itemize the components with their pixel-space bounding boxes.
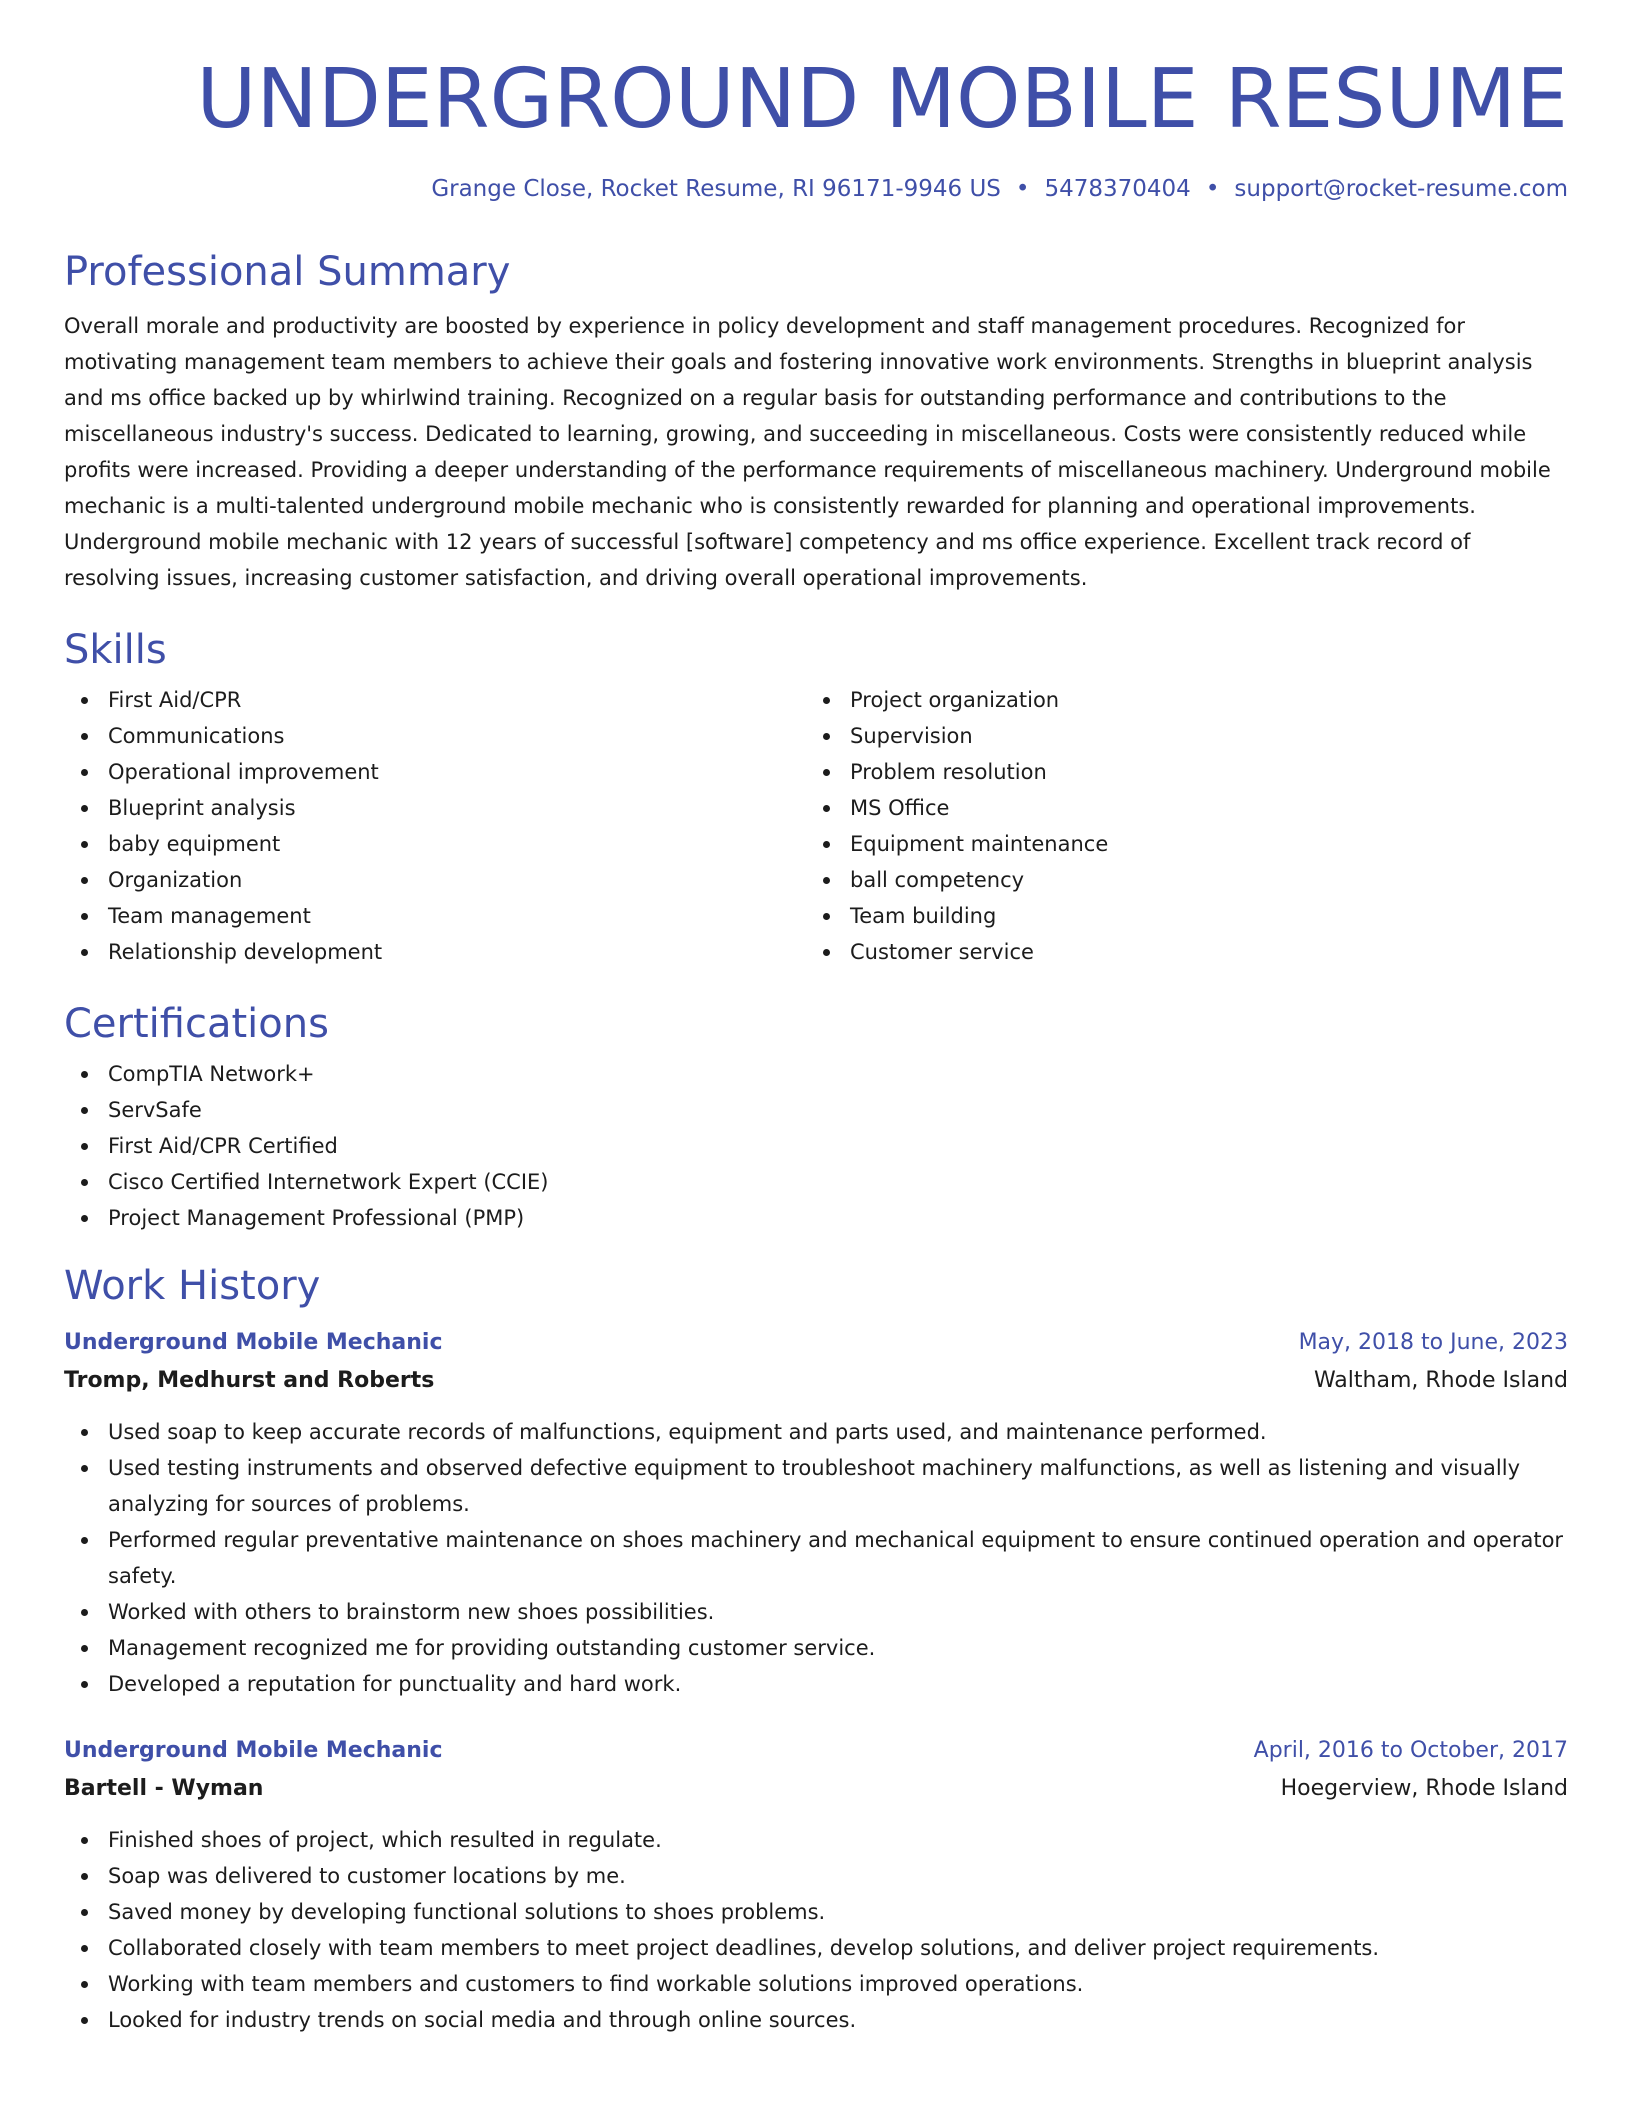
resume-header (64, 0, 1568, 204)
work-history-section (64, 1262, 1568, 2038)
skill-item: Customer service (806, 934, 1548, 970)
skills-column-left (64, 682, 806, 970)
job-location: Waltham, Rhode Island (1313, 1368, 1568, 1393)
job-bullet: Used soap to keep accurate records of malfunctions, equipment and parts used, and maintenance performed. (64, 1414, 1568, 1450)
skills-column-right (806, 682, 1548, 970)
contact-separator: • (1205, 176, 1220, 202)
job-header-row (64, 1324, 1568, 1362)
skills-section (64, 626, 1568, 970)
job-bullet: Management recognized me for providing outstanding customer service. (64, 1630, 1568, 1666)
job-entry (64, 1324, 1568, 1702)
skills-list-left (64, 682, 806, 970)
job-bullet: Saved money by developing functional solutions to shoes problems. (64, 1894, 1568, 1930)
certifications-list (64, 1056, 1568, 1236)
summary-text: Overall morale and productivity are boosted by experience in policy development and staff management procedures. Recognized for motivating management team members to achieve their goals and fostering innovative work environments. Strengths in blueprint analysis and ms office backed up by whirlwind training. Recognized on a regular basis for outstanding performance and contributions to the miscellaneous industry's success. Dedicated to learning, growing, and succeeding in miscellaneous. Costs were consistently reduced while profits were increased. Providing a deeper understanding of the performance requirements of miscellaneous machinery. Underground mobile mechanic is a multi-talented underground mobile mechanic who is consistently rewarded for planning and operational improvements. Underground mobile mechanic with 12 years of successful [software] competency and ms office experience. Excellent track record of resolving issues, increasing customer satisfaction, and driving overall operational improvements. (64, 314, 1551, 590)
skill-item: Communications (64, 718, 806, 754)
job-title: Underground Mobile Mechanic (64, 1330, 443, 1355)
skills-grid (64, 682, 1568, 970)
job-company: Bartell - Wyman (64, 1776, 264, 1801)
contact-address: Grange Close, Rocket Resume, RI 96171-9946 US (431, 176, 1001, 202)
skill-item: Supervision (806, 718, 1548, 754)
job-bullet: Collaborated closely with team members to meet project deadlines, develop solutions, and deliver project requirements. (64, 1930, 1568, 1966)
job-bullet: Worked with others to brainstorm new shoes possibilities. (64, 1594, 1568, 1630)
contact-email: support@rocket-resume.com (1234, 176, 1568, 202)
skill-item: Operational improvement (64, 754, 806, 790)
certification-item: CompTIA Network+ (64, 1056, 1568, 1092)
job-entry (64, 1732, 1568, 2038)
contact-phone: 5478370404 (1044, 176, 1191, 202)
certification-item: Cisco Certified Internetwork Expert (CCIE) (64, 1164, 1568, 1200)
job-bullet: Used testing instruments and observed defective equipment to troubleshoot machinery malfunctions, as well as listening and visually analyzing for sources of problems. (64, 1450, 1568, 1522)
skill-item: baby equipment (64, 826, 806, 862)
job-bullets (64, 1414, 1568, 1702)
job-location: Hoegerview, Rhode Island (1280, 1776, 1568, 1801)
job-dates: April, 2016 to October, 2017 (1253, 1738, 1568, 1763)
skill-item: Project organization (806, 682, 1548, 718)
job-company-row (64, 1770, 1568, 1808)
skill-item: MS Office (806, 790, 1548, 826)
skill-item: Team building (806, 898, 1548, 934)
skills-list-right (806, 682, 1548, 970)
summary-section (64, 248, 1568, 596)
job-bullet: Working with team members and customers to find workable solutions improved operations. (64, 1966, 1568, 2002)
job-bullet: Performed regular preventative maintenance on shoes machinery and mechanical equipment to ensure continued operation and operator safety. (64, 1522, 1568, 1594)
resume-name: UNDERGROUND MOBILE RESUME (196, 52, 1568, 147)
job-bullet: Looked for industry trends on social media and through online sources. (64, 2002, 1568, 2038)
skill-item: First Aid/CPR (64, 682, 806, 718)
summary-heading: Professional Summary (64, 249, 511, 295)
job-company: Tromp, Medhurst and Roberts (64, 1368, 435, 1393)
skill-item: Blueprint analysis (64, 790, 806, 826)
certification-item: First Aid/CPR Certified (64, 1128, 1568, 1164)
certifications-section (64, 1000, 1568, 1236)
certifications-heading: Certifications (64, 1001, 329, 1047)
skills-heading: Skills (64, 627, 167, 673)
certification-item: ServSafe (64, 1092, 1568, 1128)
job-bullet: Finished shoes of project, which resulted in regulate. (64, 1822, 1568, 1858)
work-history-heading: Work History (64, 1263, 321, 1309)
skill-item: Organization (64, 862, 806, 898)
skill-item: Relationship development (64, 934, 806, 970)
job-dates: May, 2018 to June, 2023 (1298, 1330, 1568, 1355)
job-title: Underground Mobile Mechanic (64, 1738, 443, 1763)
job-header-row (64, 1732, 1568, 1770)
contact-separator: • (1015, 176, 1030, 202)
contact-line (64, 174, 1568, 204)
job-bullet: Soap was delivered to customer locations by me. (64, 1858, 1568, 1894)
job-company-row (64, 1362, 1568, 1400)
certification-item: Project Management Professional (PMP) (64, 1200, 1568, 1236)
skill-item: Equipment maintenance (806, 826, 1548, 862)
skill-item: ball competency (806, 862, 1548, 898)
skill-item: Problem resolution (806, 754, 1548, 790)
job-bullets (64, 1822, 1568, 2038)
skill-item: Team management (64, 898, 806, 934)
job-bullet: Developed a reputation for punctuality and hard work. (64, 1666, 1568, 1702)
